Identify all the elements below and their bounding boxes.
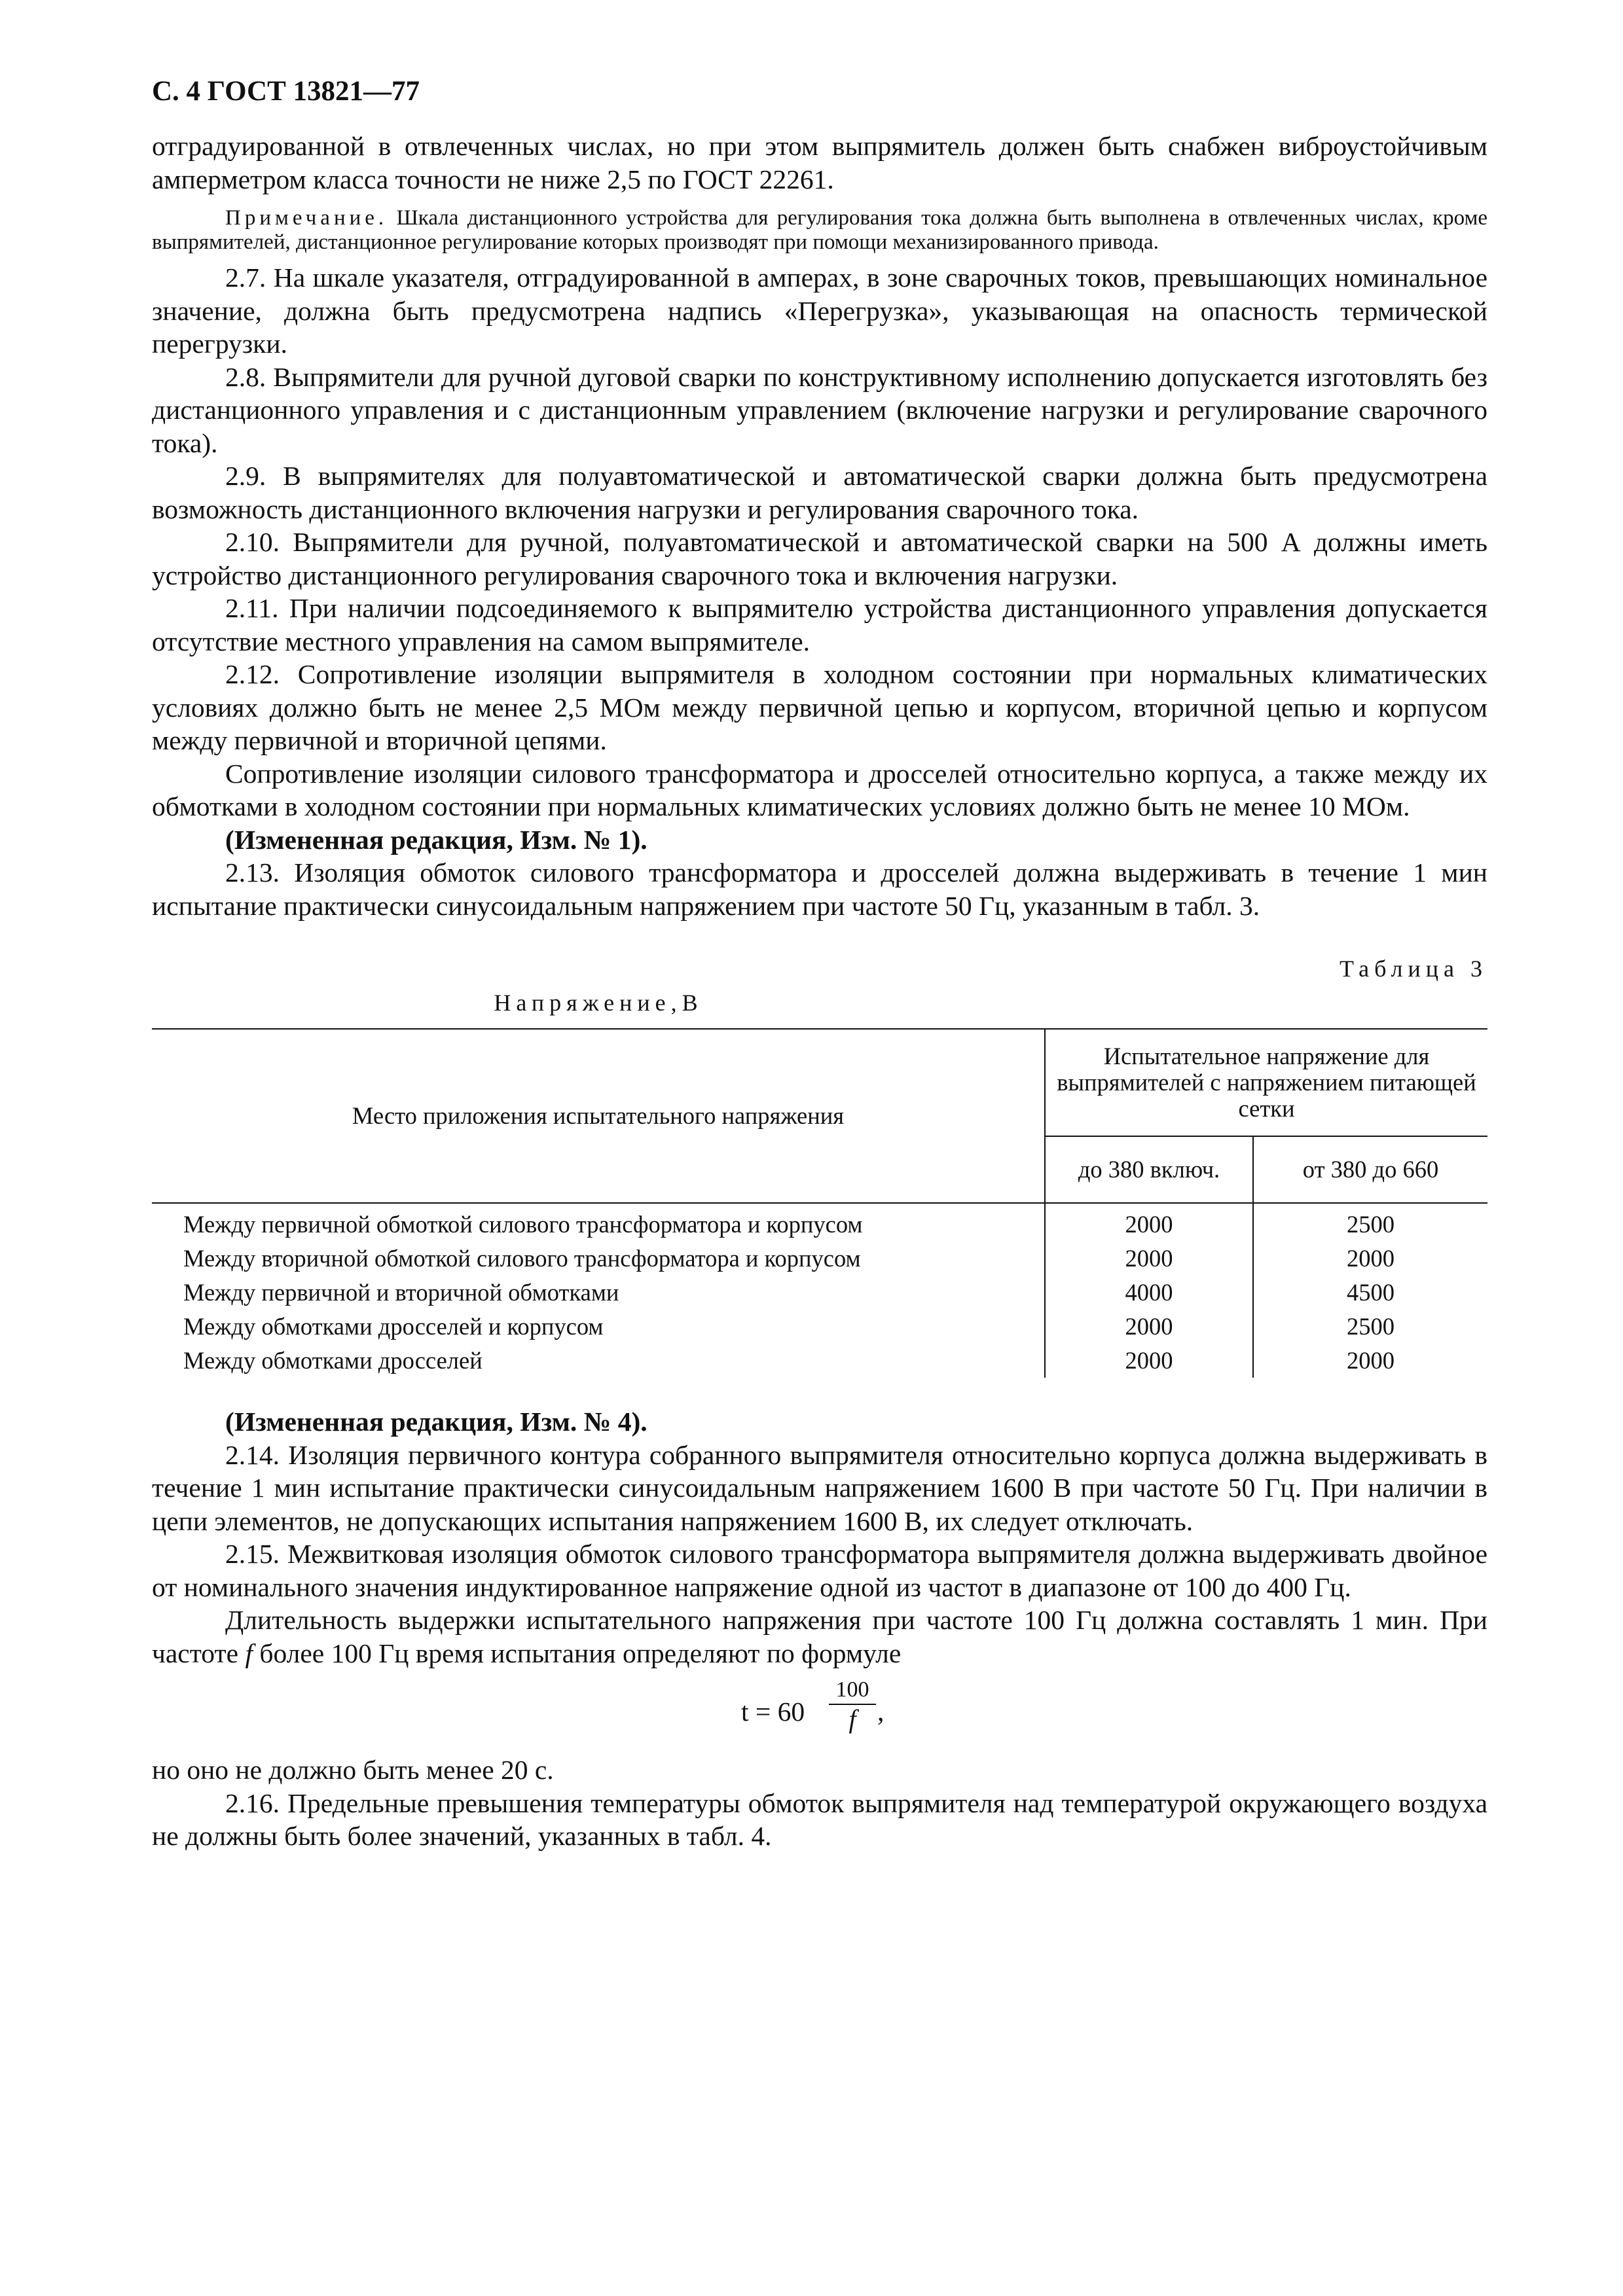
cell-voltage-b: 2000 (1253, 1344, 1487, 1378)
cell-voltage-a: 2000 (1045, 1310, 1253, 1344)
clause-2-9: 2.9. В выпрямителях для полуавтоматической и автоматической сварки должна быть предусмотрена возможность дистанционного включения нагрузки и регулирования сварочного тока. (152, 461, 1487, 524)
table-row (152, 1203, 1487, 1242)
cell-place: Между обмотками дросселей (183, 1347, 483, 1374)
cell-voltage-a: 2000 (1045, 1203, 1253, 1242)
cell-voltage-a: 2000 (1045, 1242, 1253, 1276)
col-header-up-to-380: до 380 включ. (1045, 1136, 1253, 1203)
table-caption (152, 955, 1487, 1028)
cell-place: Между вторичной обмоткой силового трансформатора и корпусом (183, 1245, 861, 1272)
clause-2-12-insulation: Сопротивление изоляции силового трансформатора и дросселей относительно корпуса, а также между их обмотками в холодном состоянии при нормальных климатических условиях должно быть не менее 10 МОм. (152, 758, 1487, 821)
duration-text-before: Длительность выдержки испытательного напряжения при частоте 100 Гц должна составлять 1 мин. При частоте (152, 1605, 1487, 1668)
clause-2-13: 2.13. Изоляция обмоток силового трансформатора и дросселей должна выдерживать в течение 1 мин испытание практически синусоидальным напряжением при частоте 50 Гц, указанным в табл. 3. (152, 857, 1487, 921)
formula-numerator: 100 (835, 1677, 869, 1702)
table-row (152, 1310, 1487, 1344)
note (152, 206, 1487, 255)
amendment-note-1: (Измененная редакция, Изм. № 1). (225, 824, 647, 855)
formula-condition: но оно не должно быть менее 20 с. (152, 1755, 554, 1785)
note-text: Шкала дистанционного устройства для регулирования тока должна быть выполнена в отвлеченных числах, кроме выпрямителей, дистанционное регулирование которых производят при помощи механизированного привода. (152, 206, 1487, 254)
amendment-note-4: (Измененная редакция, Изм. № 4). (225, 1407, 647, 1437)
clause-2-14: 2.14. Изоляция первичного контура собранного выпрямителя относительно корпуса должна выдерживать в течение 1 мин испытание практически синусоидальным напряжением 1600 В при частоте 50 Гц. При наличии в цепи элементов, не допускающих испытания напряжением 1600 В, их следует отключать. (152, 1439, 1487, 1536)
col-header-test-voltage: Испытательное напряжение для выпрямителей с напряжением питающей сетки (1045, 1029, 1487, 1136)
paragraph-continuation: отградуированной в отвлеченных числах, но при этом выпрямитель должен быть снабжен виброустойчивым амперметром класса точности не ниже 2,5 по ГОСТ 22261. (152, 131, 1487, 194)
cell-voltage-b: 4500 (1253, 1276, 1487, 1310)
cell-voltage-a: 4000 (1045, 1276, 1253, 1310)
cell-voltage-a: 2000 (1045, 1344, 1253, 1378)
cell-voltage-b: 2000 (1253, 1242, 1487, 1276)
clause-2-7: 2.7. На шкале указателя, отградуированной в амперах, в зоне сварочных токов, превышающих номинальное значение, должна быть предусмотрена надпись «Перегрузка», указывающая на опасность термической перегрузки. (152, 262, 1487, 359)
clause-2-16: 2.16. Предельные превышения температуры обмоток выпрямителя над температурой окружающего воздуха не должны быть более значений, указанных в табл. 4. (152, 1787, 1487, 1851)
note-label: Примечание. (225, 206, 388, 230)
clause-2-11: 2.11. При наличии подсоединяемого к выпрямителю устройства дистанционного управления допускается отсутствие местного управления на самом выпрямителе. (152, 593, 1487, 656)
clause-2-12: 2.12. Сопротивление изоляции выпрямителя в холодном состоянии при нормальных климатических условиях должно быть не менее 2,5 МОм между первичной цепью и корпусом, вторичной цепью и корпусом между первичной и вторичной цепями. (152, 659, 1487, 755)
cell-place: Между первичной и вторичной обмотками (183, 1279, 619, 1306)
formula-fraction (829, 1676, 876, 1734)
clause-2-15: 2.15. Межвитковая изоляция обмоток силового трансформатора выпрямителя должна выдерживать двойное от номинального значения индуктированное напряжение одной из частот в диапазоне от 100 до 400 Гц. (152, 1539, 1487, 1602)
table-unit: Напряжение,В (494, 990, 703, 1016)
clause-2-8: 2.8. Выпрямители для ручной дуговой сварки по конструктивному исполнению допускается изготовлять без дистанционного управления и с дистанционным управлением (включение нагрузки и регулирование сварочного тока). (152, 361, 1487, 458)
cell-place: Между обмотками дросселей и корпусом (183, 1313, 604, 1340)
document-page (152, 72, 1487, 1853)
formula-denominator: f (848, 1704, 856, 1734)
clause-2-10: 2.10. Выпрямители для ручной, полуавтоматической и автоматической сварки на 500 А должны иметь устройство дистанционного регулирования сварочного тока и включения нагрузки. (152, 527, 1487, 590)
table-number: Таблица 3 (1340, 956, 1487, 982)
duration-text-after: более 100 Гц время испытания определяют по формуле (252, 1638, 902, 1668)
table-row (152, 1344, 1487, 1378)
col-header-place: Место приложения испытательного напряжения (152, 1029, 1045, 1203)
page-header: С. 4 ГОСТ 13821—77 (152, 76, 420, 107)
frequency-variable: f (245, 1638, 253, 1668)
cell-place: Между первичной обмоткой силового трансформатора и корпусом (183, 1211, 863, 1238)
formula-lhs: t = 60 (741, 1696, 805, 1727)
col-header-380-660: от 380 до 660 (1253, 1136, 1487, 1203)
table-row (152, 1242, 1487, 1276)
clause-2-15-duration (152, 1604, 1487, 1670)
cell-voltage-b: 2500 (1253, 1310, 1487, 1344)
time-formula (152, 1672, 1487, 1751)
formula-comma: , (877, 1696, 884, 1727)
test-voltage-table (152, 1028, 1487, 1378)
cell-voltage-b: 2500 (1253, 1203, 1487, 1242)
table-row (152, 1276, 1487, 1310)
